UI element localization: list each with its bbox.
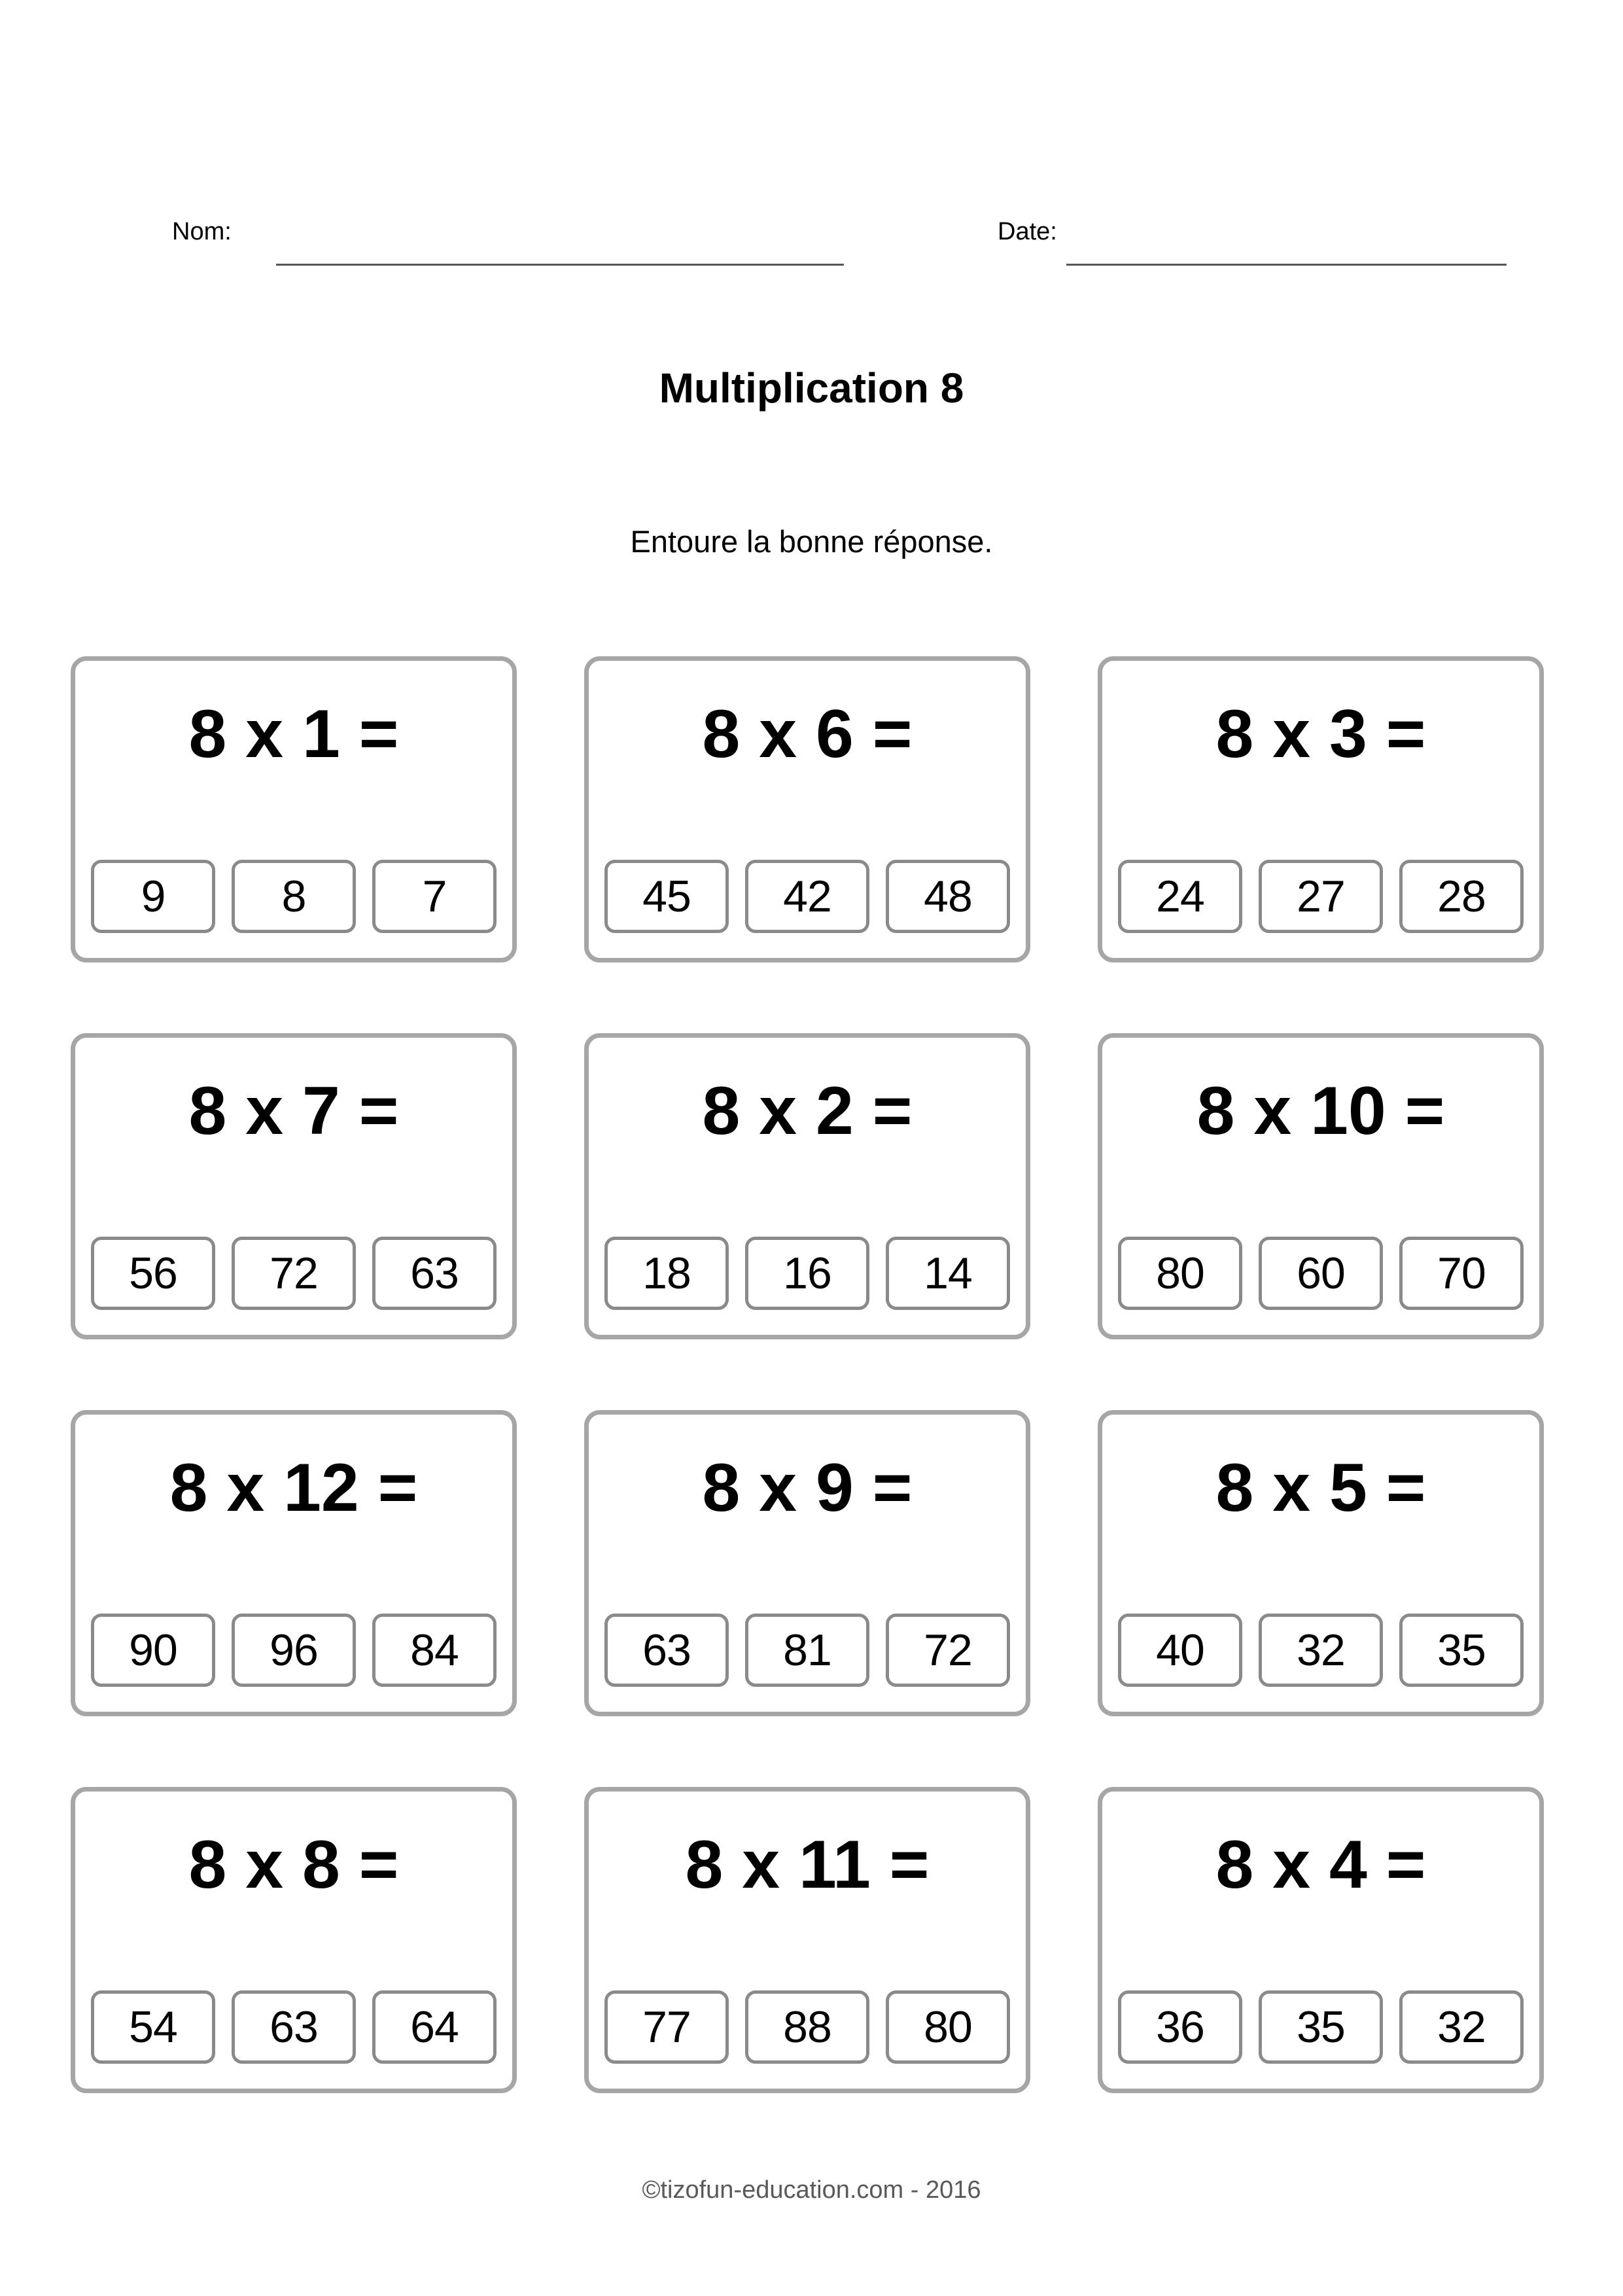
equation: 8 x 2 = xyxy=(702,1073,913,1149)
answer-option[interactable]: 54 xyxy=(91,1990,215,2064)
answer-option[interactable]: 32 xyxy=(1259,1614,1383,1687)
name-field[interactable] xyxy=(276,264,844,266)
answer-options xyxy=(91,860,497,933)
answer-options xyxy=(1118,1614,1524,1687)
answer-options xyxy=(91,1990,497,2064)
footer-copyright: ©tizofun-education.com - 2016 xyxy=(642,2176,981,2204)
answer-option[interactable]: 48 xyxy=(886,860,1010,933)
exercise-card xyxy=(584,1787,1030,2093)
answer-option[interactable]: 14 xyxy=(886,1237,1010,1310)
answer-option[interactable]: 60 xyxy=(1259,1237,1383,1310)
answer-option[interactable]: 90 xyxy=(91,1614,215,1687)
answer-options xyxy=(604,1990,1010,2064)
answer-option[interactable]: 16 xyxy=(745,1237,869,1310)
equation: 8 x 1 = xyxy=(188,696,399,772)
answer-option[interactable]: 56 xyxy=(91,1237,215,1310)
answer-option[interactable]: 40 xyxy=(1118,1614,1242,1687)
exercise-grid xyxy=(71,656,1544,2093)
instruction-text: Entoure la bonne réponse. xyxy=(630,524,993,559)
answer-option[interactable]: 24 xyxy=(1118,860,1242,933)
exercise-card xyxy=(71,1787,517,2093)
answer-option[interactable]: 9 xyxy=(91,860,215,933)
exercise-card xyxy=(584,656,1030,963)
answer-options xyxy=(1118,860,1524,933)
answer-option[interactable]: 80 xyxy=(1118,1237,1242,1310)
answer-option[interactable]: 7 xyxy=(372,860,497,933)
answer-option[interactable]: 72 xyxy=(232,1237,356,1310)
answer-option[interactable]: 70 xyxy=(1399,1237,1524,1310)
exercise-card xyxy=(584,1033,1030,1339)
exercise-card xyxy=(584,1410,1030,1716)
exercise-card xyxy=(1098,1410,1544,1716)
answer-option[interactable]: 63 xyxy=(232,1990,356,2064)
answer-option[interactable]: 42 xyxy=(745,860,869,933)
answer-option[interactable]: 18 xyxy=(604,1237,729,1310)
answer-option[interactable]: 32 xyxy=(1399,1990,1524,2064)
exercise-card xyxy=(71,1410,517,1716)
exercise-card xyxy=(1098,1033,1544,1339)
name-label: Nom: xyxy=(172,218,232,245)
exercise-card xyxy=(1098,1787,1544,2093)
date-field[interactable] xyxy=(1066,264,1507,266)
answer-options xyxy=(604,1237,1010,1310)
answer-option[interactable]: 80 xyxy=(886,1990,1010,2064)
equation: 8 x 11 = xyxy=(685,1827,930,1903)
answer-options xyxy=(1118,1237,1524,1310)
answer-option[interactable]: 77 xyxy=(604,1990,729,2064)
answer-option[interactable]: 35 xyxy=(1259,1990,1383,2064)
answer-options xyxy=(604,1614,1010,1687)
answer-option[interactable]: 45 xyxy=(604,860,729,933)
equation: 8 x 6 = xyxy=(702,696,913,772)
answer-option[interactable]: 35 xyxy=(1399,1614,1524,1687)
equation: 8 x 4 = xyxy=(1215,1827,1426,1903)
date-label: Date: xyxy=(998,218,1057,245)
answer-options xyxy=(91,1614,497,1687)
answer-option[interactable]: 88 xyxy=(745,1990,869,2064)
answer-option[interactable]: 63 xyxy=(604,1614,729,1687)
answer-option[interactable]: 64 xyxy=(372,1990,497,2064)
answer-option[interactable]: 63 xyxy=(372,1237,497,1310)
answer-option[interactable]: 36 xyxy=(1118,1990,1242,2064)
page-title: Multiplication 8 xyxy=(659,364,964,412)
answer-options xyxy=(91,1237,497,1310)
exercise-card xyxy=(1098,656,1544,963)
equation: 8 x 10 = xyxy=(1196,1073,1445,1149)
answer-option[interactable]: 84 xyxy=(372,1614,497,1687)
equation: 8 x 7 = xyxy=(188,1073,399,1149)
answer-option[interactable]: 27 xyxy=(1259,860,1383,933)
equation: 8 x 9 = xyxy=(702,1450,913,1526)
exercise-card xyxy=(71,656,517,963)
equation: 8 x 5 = xyxy=(1215,1450,1426,1526)
exercise-card xyxy=(71,1033,517,1339)
answer-option[interactable]: 81 xyxy=(745,1614,869,1687)
answer-option[interactable]: 28 xyxy=(1399,860,1524,933)
answer-options xyxy=(604,860,1010,933)
equation: 8 x 3 = xyxy=(1215,696,1426,772)
answer-option[interactable]: 8 xyxy=(232,860,356,933)
equation: 8 x 12 = xyxy=(169,1450,418,1526)
answer-option[interactable]: 72 xyxy=(886,1614,1010,1687)
answer-option[interactable]: 96 xyxy=(232,1614,356,1687)
equation: 8 x 8 = xyxy=(188,1827,399,1903)
answer-options xyxy=(1118,1990,1524,2064)
